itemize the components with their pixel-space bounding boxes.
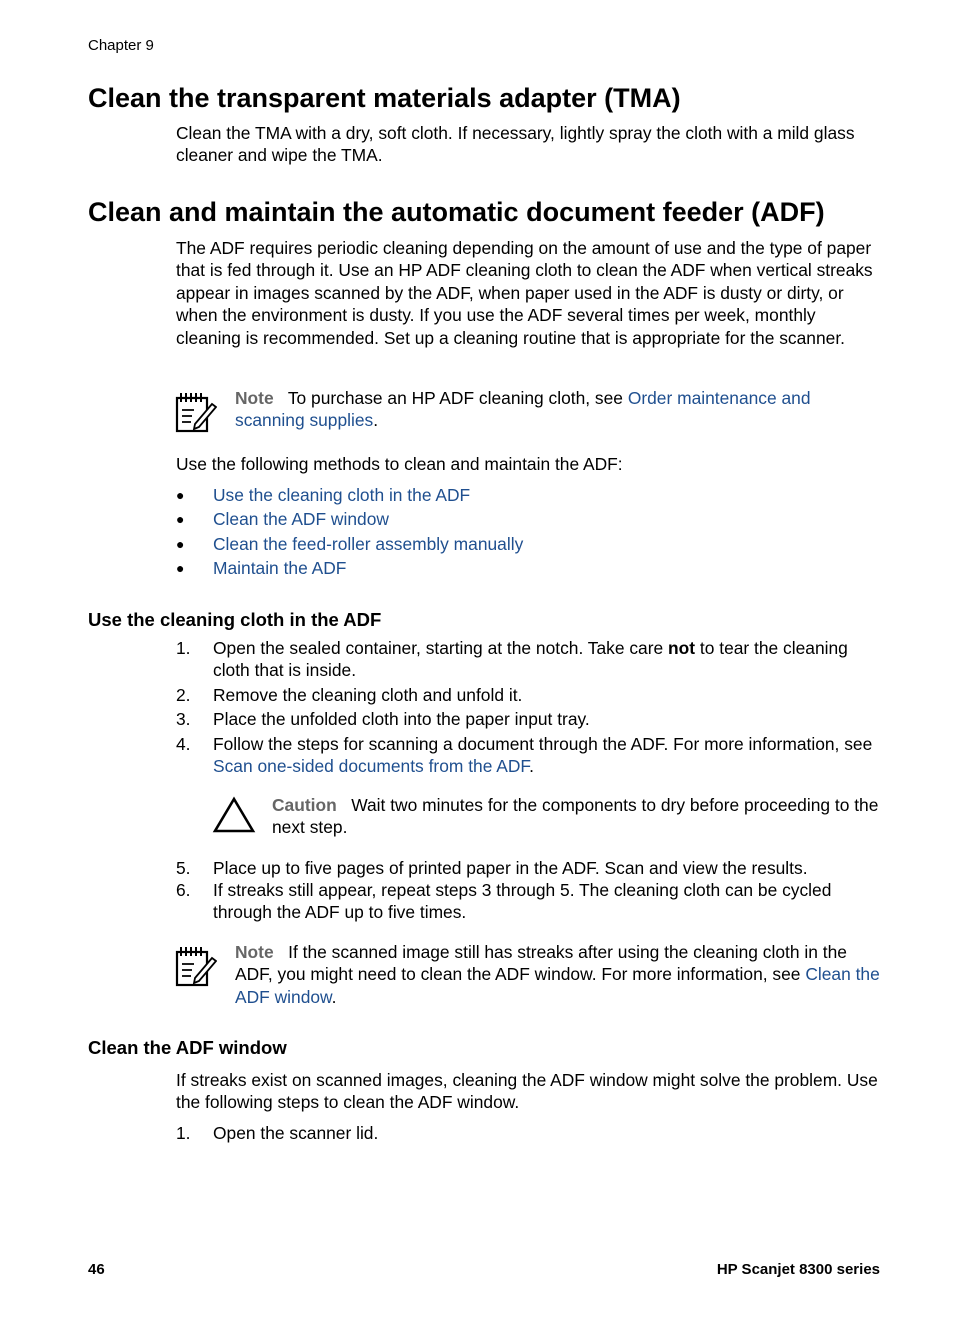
step-number: 1.	[176, 638, 191, 658]
link-clean-adf-window-note[interactable]: Clean the ADF window	[235, 964, 880, 1007]
tma-heading: Clean the transparent materials adapter (TMA)	[88, 83, 681, 113]
cloth-heading: Use the cleaning cloth in the ADF	[88, 609, 382, 630]
list-item	[176, 532, 523, 556]
step-text-b: to tear the cleaning cloth that is inside.	[213, 638, 848, 681]
step-text	[213, 733, 882, 778]
link-maintain-adf[interactable]: Maintain the ADF	[213, 557, 347, 578]
note-end: .	[331, 986, 337, 1007]
step-number: 1.	[176, 1123, 191, 1143]
note-label: Note	[235, 942, 274, 962]
step-text-main: Follow the steps for scanning a document through the ADF. For more information, see	[213, 734, 873, 754]
link-scan-one-sided[interactable]: Scan one-sided documents from the ADF	[213, 756, 530, 777]
tma-body: Clean the TMA with a dry, soft cloth. If necessary, lightly spray the cloth with a mild glass cleaner and wipe the TMA.	[176, 123, 855, 166]
note-streaks	[235, 941, 882, 1008]
caution-label: Caution	[272, 795, 337, 815]
note-label: Note	[235, 388, 274, 408]
step-text-bold: not	[668, 638, 696, 658]
link-order-supplies[interactable]: Order maintenance and scanning supplies	[235, 388, 811, 431]
caution-text: Wait two minutes for the components to dry before proceeding to the next step.	[272, 795, 879, 838]
chapter-header: Chapter 9	[88, 37, 154, 54]
note-icon	[175, 944, 217, 988]
step-text-end: .	[529, 756, 534, 777]
step-number: 3.	[176, 709, 191, 729]
window-body: If streaks exist on scanned images, cleaning the ADF window might solve the problem. Use the following steps to clean the ADF window.	[176, 1070, 878, 1113]
caution-box	[272, 794, 882, 839]
step-number: 2.	[176, 685, 191, 705]
step-number: 6.	[176, 880, 191, 900]
bullet-dot: ●	[176, 559, 185, 576]
step-text-a: Open the sealed container, starting at the notch. Take care	[213, 638, 669, 658]
note-icon	[175, 390, 217, 434]
step-text: Place up to five pages of printed paper in the ADF. Scan and view the results.	[213, 858, 808, 878]
caution-icon	[212, 796, 256, 834]
bullet-dot: ●	[176, 535, 185, 552]
window-heading: Clean the ADF window	[88, 1037, 287, 1058]
step-number: 5.	[176, 858, 191, 878]
step-text: If streaks still appear, repeat steps 3 through 5. The cleaning cloth can be cycled through the ADF up to five times.	[213, 880, 832, 923]
link-use-cleaning-cloth[interactable]: Use the cleaning cloth in the ADF	[213, 485, 471, 505]
link-clean-feed-roller[interactable]: Clean the feed-roller assembly manually	[213, 533, 524, 554]
bullet-dot: ●	[176, 487, 185, 503]
step-number: 4.	[176, 734, 191, 754]
methods-list	[176, 483, 523, 580]
list-item	[176, 556, 523, 580]
note-text: To purchase an HP ADF cleaning cloth, see	[287, 388, 628, 408]
note-purchase-cloth	[235, 387, 882, 432]
note-text: If the scanned image still has streaks after using the cleaning cloth in the ADF, you might need to clean the ADF window. For more information, see	[235, 942, 847, 985]
list-item	[176, 483, 523, 507]
adf-heading: Clean and maintain the automatic document feeder (ADF)	[88, 197, 825, 227]
page-number: 46	[88, 1261, 105, 1278]
step-text: Open the scanner lid.	[213, 1123, 379, 1143]
step-text: Place the unfolded cloth into the paper input tray.	[213, 709, 590, 729]
product-name: HP Scanjet 8300 series	[716, 1261, 880, 1278]
step-text	[213, 637, 882, 682]
adf-body: The ADF requires periodic cleaning depending on the amount of use and the type of paper that is fed through it. Use an HP ADF cleaning cloth to clean the ADF when vertical streaks appear in images scanned by the ADF, when paper used in the ADF is dusty or dirty, or when the environment is dusty. If you use the ADF several times per week, monthly cleaning is recommended. Set up a cleaning routine that is appropriate for the scanner.	[176, 238, 873, 348]
step-text: Remove the cleaning cloth and unfold it.	[213, 685, 523, 705]
bullet-dot: ●	[176, 511, 185, 528]
list-item	[176, 507, 523, 531]
note-end: .	[373, 410, 379, 431]
link-clean-adf-window[interactable]: Clean the ADF window	[213, 509, 389, 530]
methods-intro: Use the following methods to clean and maintain the ADF:	[176, 454, 623, 474]
